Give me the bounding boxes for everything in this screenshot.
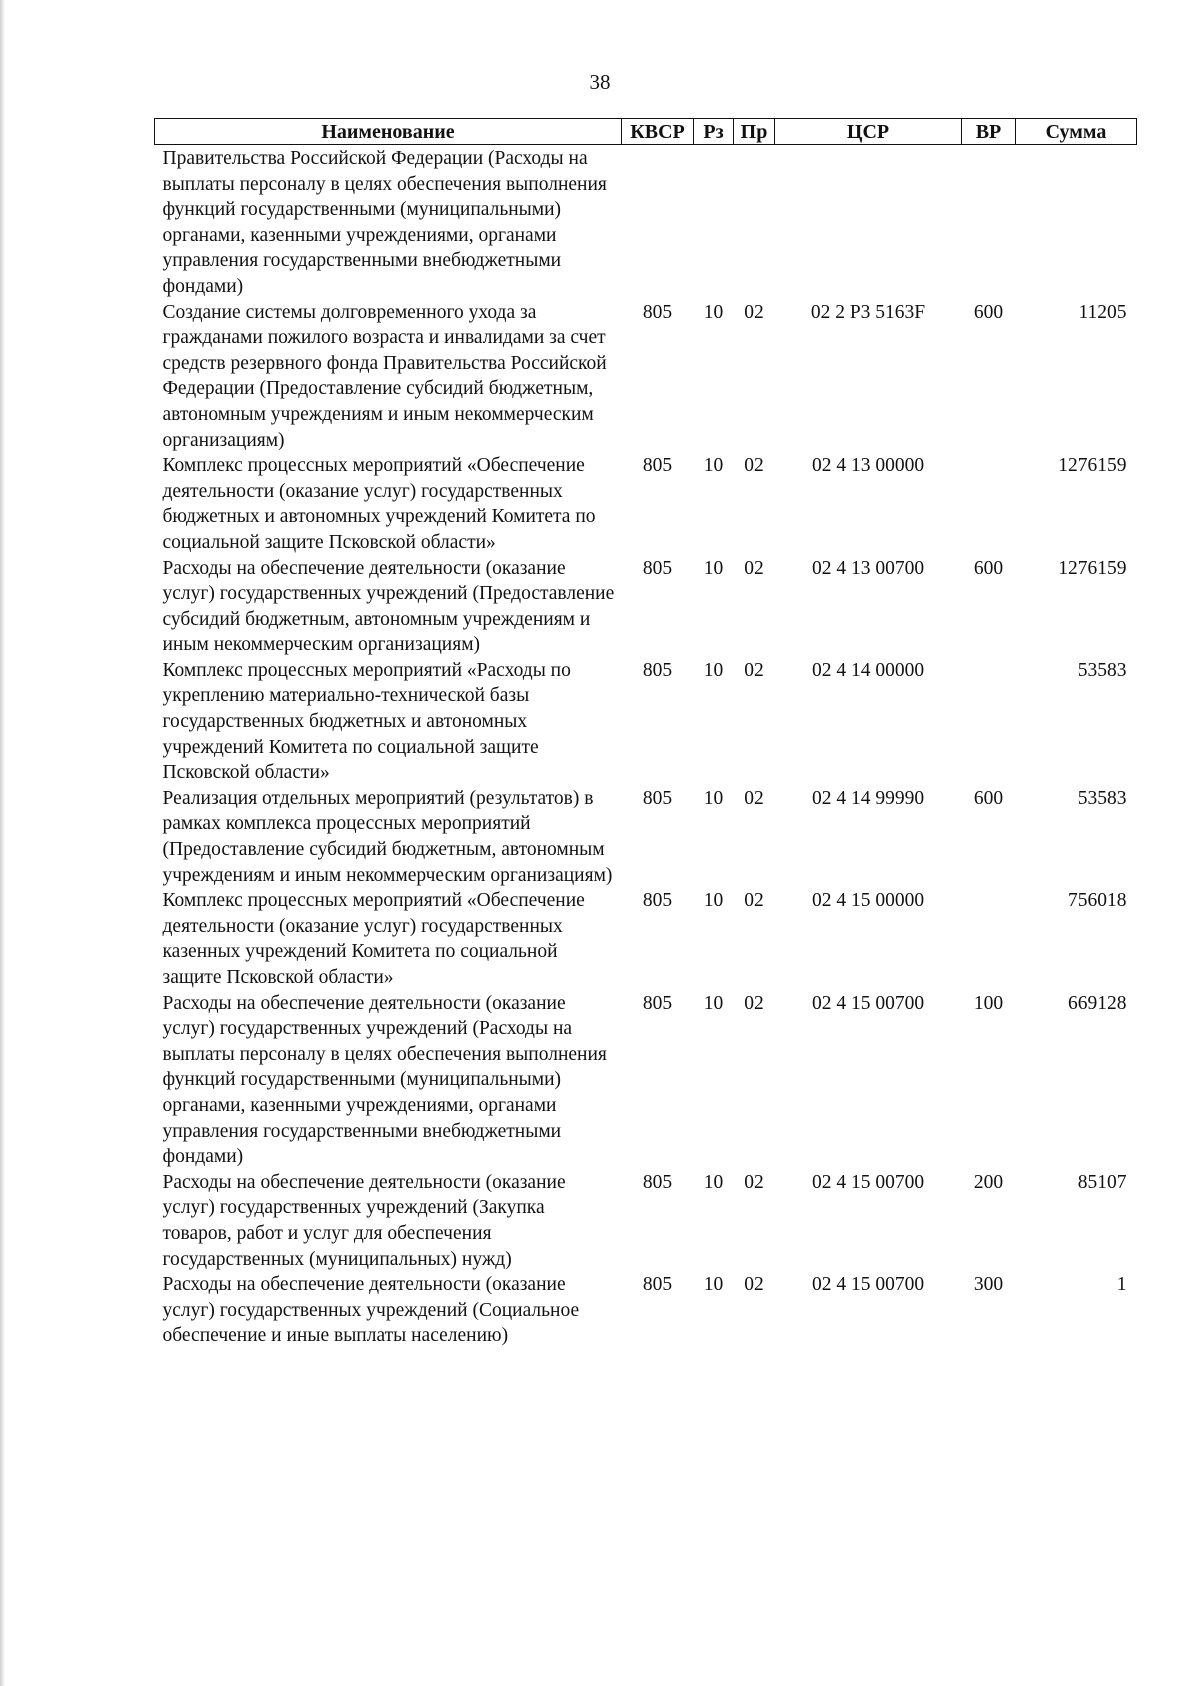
budget-table — [154, 118, 1137, 1349]
row-name: Комплекс процессных мероприятий «Расходы по укреплению материально-технической базы государственных бюджетных и автономных учреждений Комитета по социальной защите Псковской области» — [162, 659, 571, 784]
row-csr: 02 4 15 00700 — [811, 1171, 925, 1193]
table-row — [155, 1170, 1137, 1272]
row-pr: 02 — [744, 1274, 764, 1296]
header-csr: ЦСР — [775, 119, 962, 145]
row-csr: 02 4 13 00000 — [811, 455, 925, 477]
row-pr: 02 — [744, 455, 764, 477]
header-kvsr: КВСР — [622, 119, 694, 145]
row-kvsr: 805 — [642, 890, 673, 912]
row-rz: 10 — [703, 1274, 724, 1296]
row-csr: 02 4 14 99990 — [811, 787, 925, 809]
row-pr — [734, 145, 775, 300]
header-sum: Сумма — [1016, 119, 1137, 145]
row-rz: 10 — [703, 557, 724, 579]
table-row — [155, 888, 1137, 990]
row-pr: 02 — [744, 992, 764, 1014]
row-kvsr: 805 — [642, 1274, 673, 1296]
row-sum: 669128 — [1068, 992, 1127, 1014]
row-sum: 53583 — [1077, 787, 1127, 809]
row-vr: 200 — [973, 1171, 1004, 1193]
row-csr — [775, 145, 962, 300]
row-kvsr: 805 — [642, 992, 673, 1014]
row-sum: 1 — [1116, 1274, 1127, 1296]
header-vr: ВР — [962, 119, 1016, 145]
table-row — [155, 453, 1137, 555]
row-vr: 100 — [973, 992, 1004, 1014]
row-pr: 02 — [744, 301, 764, 323]
row-csr: 02 4 15 00000 — [811, 890, 925, 912]
table-row — [155, 658, 1137, 786]
row-pr: 02 — [744, 1171, 764, 1193]
header-rz: Рз — [694, 119, 734, 145]
row-vr — [962, 453, 1016, 555]
row-vr — [962, 888, 1016, 990]
row-vr: 600 — [973, 301, 1004, 323]
row-sum: 1276159 — [1058, 557, 1127, 579]
table-header-row — [155, 119, 1137, 145]
row-rz: 10 — [703, 455, 724, 477]
row-name: Расходы на обеспечение деятельности (оказание услуг) государственных учреждений (Закупка товаров, работ и услуг для обеспечения государственных (муниципальных) нужд) — [162, 1171, 566, 1270]
row-kvsr: 805 — [642, 787, 673, 809]
row-rz: 10 — [703, 890, 724, 912]
row-pr: 02 — [744, 557, 764, 579]
header-pr: Пр — [734, 119, 775, 145]
table-row — [155, 145, 1137, 300]
row-vr — [962, 145, 1016, 300]
row-csr: 02 2 Р3 5163F — [810, 301, 926, 323]
row-vr: 600 — [973, 787, 1004, 809]
row-sum: 1276159 — [1058, 455, 1127, 477]
row-kvsr: 805 — [642, 301, 673, 323]
row-name: Создание системы долговременного ухода за гражданами пожилого возраста и инвалидами за счет средств резервного фонда Правительства Российской Федерации (Предоставление субсидий бюджетным, автономным учреждениям и иным некоммерческим организациям) — [162, 301, 607, 451]
row-csr: 02 4 15 00700 — [811, 1274, 925, 1296]
row-rz: 10 — [703, 787, 724, 809]
row-sum — [1016, 145, 1137, 300]
row-kvsr — [622, 145, 694, 300]
row-name: Реализация отдельных мероприятий (результатов) в рамках комплекса процессных мероприятий (Предоставление субсидий бюджетным, автономным учреждениям и иным некоммерческим организациям) — [162, 787, 613, 886]
row-csr: 02 4 13 00700 — [811, 557, 925, 579]
row-rz: 10 — [703, 992, 724, 1014]
page-number: 38 — [589, 70, 611, 94]
row-kvsr: 805 — [642, 659, 673, 681]
row-pr: 02 — [744, 890, 764, 912]
row-sum: 11205 — [1078, 301, 1127, 323]
table-row — [155, 991, 1137, 1170]
row-vr — [962, 658, 1016, 786]
row-pr: 02 — [744, 659, 764, 681]
row-vr: 300 — [973, 1274, 1004, 1296]
row-csr: 02 4 14 00000 — [811, 659, 925, 681]
row-kvsr: 805 — [642, 455, 673, 477]
row-name: Расходы на обеспечение деятельности (оказание услуг) государственных учреждений (Социальное обеспечение и иные выплаты населению) — [162, 1274, 580, 1347]
row-pr: 02 — [744, 787, 764, 809]
scan-edge — [0, 0, 5, 1686]
row-rz — [694, 145, 734, 300]
row-csr: 02 4 15 00700 — [811, 992, 925, 1014]
row-sum: 53583 — [1077, 659, 1127, 681]
table-row — [155, 556, 1137, 658]
table-row — [155, 1272, 1137, 1349]
row-vr: 600 — [973, 557, 1004, 579]
row-kvsr: 805 — [642, 557, 673, 579]
row-name: Комплекс процессных мероприятий «Обеспечение деятельности (оказание услуг) государственных бюджетных и автономных учреждений Комитета по социальной защите Псковской области» — [162, 455, 596, 553]
row-name: Расходы на обеспечение деятельности (оказание услуг) государственных учреждений (Расходы на выплаты персоналу в целях обеспечения выполнения функций государственными (муниципальными) органами, казенными учреждениями, органами управления государственными внебюджетными фондами) — [162, 992, 607, 1168]
row-kvsr: 805 — [642, 1171, 673, 1193]
row-rz: 10 — [703, 1171, 724, 1193]
row-sum: 756018 — [1068, 890, 1127, 912]
row-rz: 10 — [703, 301, 724, 323]
row-name: Расходы на обеспечение деятельности (оказание услуг) государственных учреждений (Предоставление субсидий бюджетным, автономным учреждениям и иным некоммерческим организациям) — [162, 557, 615, 656]
table-row — [155, 300, 1137, 454]
row-name: Комплекс процессных мероприятий «Обеспечение деятельности (оказание услуг) государственных казенных учреждений Комитета по социальной защите Псковской области» — [162, 890, 585, 988]
table-row — [155, 786, 1137, 888]
row-name: Правительства Российской Федерации (Расходы на выплаты персоналу в целях обеспечения выполнения функций государственными (муниципальными) органами, казенными учреждениями, органами управления государственными внебюджетными фондами) — [162, 148, 607, 297]
row-sum: 85107 — [1077, 1171, 1127, 1193]
row-rz: 10 — [703, 659, 724, 681]
header-name: Наименование — [155, 119, 622, 145]
